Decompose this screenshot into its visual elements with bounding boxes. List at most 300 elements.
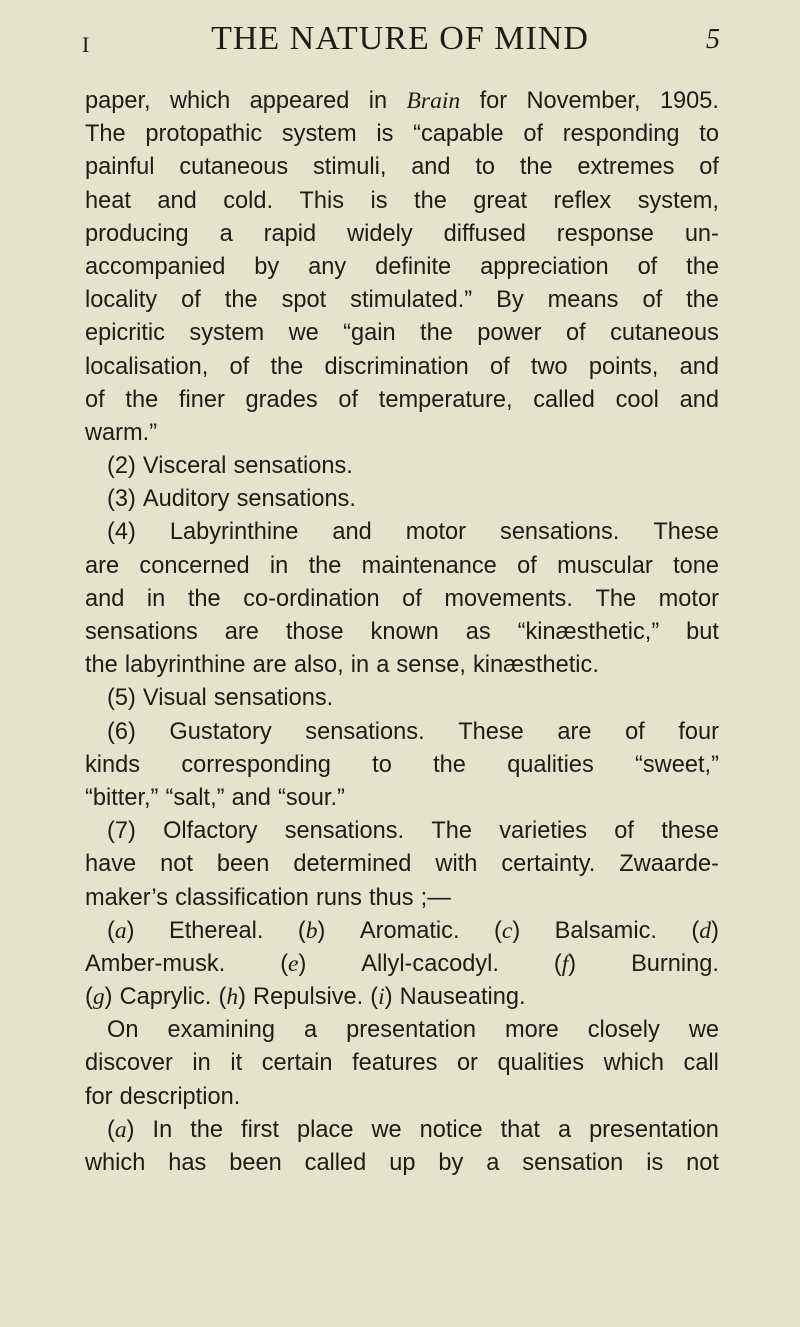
text: in bbox=[192, 1050, 211, 1077]
text: the bbox=[420, 320, 453, 347]
text: we bbox=[371, 1116, 402, 1143]
italic-text: h bbox=[226, 984, 239, 1011]
text: thus bbox=[368, 884, 414, 911]
word bbox=[360, 915, 460, 948]
text: two bbox=[530, 353, 568, 380]
word bbox=[376, 649, 389, 682]
text: “sweet,” bbox=[635, 751, 719, 778]
word bbox=[107, 915, 135, 948]
italic-text: i bbox=[378, 984, 385, 1011]
text: in bbox=[368, 88, 388, 114]
text: notice bbox=[419, 1116, 483, 1143]
word bbox=[145, 118, 262, 151]
text: “bitter,” bbox=[85, 784, 159, 811]
text: Balsamic. bbox=[554, 917, 657, 944]
text: ) bbox=[238, 984, 246, 1011]
word bbox=[220, 218, 233, 251]
word bbox=[686, 251, 719, 284]
word bbox=[595, 583, 636, 616]
word bbox=[225, 284, 258, 317]
text: not bbox=[160, 851, 193, 878]
text: these bbox=[661, 818, 719, 845]
word bbox=[125, 384, 158, 417]
text: a bbox=[557, 1116, 572, 1143]
word bbox=[85, 948, 225, 981]
text: The bbox=[431, 818, 472, 845]
text: called bbox=[533, 386, 595, 413]
word bbox=[85, 417, 157, 450]
italic-text: a bbox=[114, 1116, 127, 1143]
text: Repulsive. bbox=[253, 984, 364, 1011]
text: closely bbox=[587, 1017, 660, 1044]
text: ) bbox=[711, 917, 719, 944]
text: been bbox=[229, 1150, 282, 1176]
word bbox=[285, 815, 404, 848]
word bbox=[660, 85, 719, 118]
text: presentation bbox=[346, 1017, 476, 1044]
word bbox=[241, 1114, 279, 1147]
text: Aromatic. bbox=[359, 917, 460, 944]
word bbox=[400, 981, 526, 1014]
text: of bbox=[637, 253, 658, 280]
text: the bbox=[308, 552, 342, 579]
word bbox=[170, 516, 299, 549]
word bbox=[280, 948, 306, 981]
text: stimulated.” bbox=[350, 287, 473, 314]
word bbox=[324, 351, 468, 384]
word bbox=[466, 616, 491, 649]
text: by bbox=[254, 253, 280, 280]
word bbox=[686, 1147, 719, 1180]
word bbox=[526, 85, 640, 118]
text: to bbox=[372, 751, 392, 778]
text: the bbox=[519, 154, 553, 181]
word bbox=[297, 1114, 353, 1147]
text-line bbox=[85, 583, 719, 616]
italic-text: g bbox=[92, 984, 105, 1011]
word bbox=[480, 251, 609, 284]
word bbox=[369, 882, 414, 915]
text: of bbox=[85, 386, 105, 413]
text-line bbox=[85, 351, 719, 384]
text: Visual bbox=[142, 685, 207, 712]
word bbox=[181, 284, 201, 317]
word bbox=[520, 151, 553, 184]
word bbox=[686, 616, 719, 649]
word bbox=[646, 1147, 663, 1180]
word bbox=[85, 649, 118, 682]
word bbox=[169, 716, 271, 749]
text: the bbox=[190, 1116, 224, 1143]
text-line bbox=[85, 218, 719, 251]
text: epicritic bbox=[85, 320, 165, 347]
word bbox=[420, 1114, 483, 1147]
word bbox=[347, 218, 413, 251]
word bbox=[473, 185, 527, 218]
text: sensations bbox=[85, 619, 198, 645]
text: ) bbox=[104, 984, 113, 1011]
text: are bbox=[557, 718, 592, 745]
word bbox=[563, 118, 680, 151]
text: cool bbox=[615, 386, 659, 413]
text: which bbox=[603, 1050, 664, 1077]
text: sensations. bbox=[284, 818, 405, 845]
body-text bbox=[85, 85, 719, 1180]
word bbox=[189, 317, 264, 350]
text: paper, bbox=[85, 88, 151, 114]
text: determined bbox=[293, 851, 412, 878]
text: ( bbox=[218, 984, 227, 1011]
word bbox=[243, 583, 379, 616]
word bbox=[282, 118, 357, 151]
running-title: THE NATURE OF MIND bbox=[211, 20, 589, 57]
word bbox=[678, 716, 719, 749]
text: more bbox=[504, 1017, 559, 1044]
word bbox=[85, 284, 157, 317]
text: warm.” bbox=[85, 419, 158, 446]
word bbox=[589, 351, 659, 384]
text: are bbox=[252, 652, 287, 679]
word bbox=[85, 550, 119, 583]
text: maker’s bbox=[85, 884, 169, 911]
text: for bbox=[85, 1083, 113, 1110]
text: the bbox=[433, 751, 466, 778]
text: certain bbox=[261, 1050, 333, 1077]
italic-text: b bbox=[305, 917, 318, 944]
text: qualities bbox=[507, 751, 594, 778]
word bbox=[616, 384, 659, 417]
italic-text: Brain bbox=[406, 88, 461, 114]
word bbox=[458, 716, 524, 749]
text: Visceral bbox=[142, 453, 227, 480]
text: is bbox=[376, 121, 394, 148]
word bbox=[619, 848, 719, 881]
word bbox=[309, 550, 342, 583]
text: not bbox=[686, 1150, 719, 1176]
chapter-numeral: I bbox=[82, 32, 90, 57]
word bbox=[548, 284, 619, 317]
word bbox=[522, 1147, 623, 1180]
text: Gustatory bbox=[169, 718, 272, 745]
word bbox=[107, 682, 136, 715]
text: finer bbox=[178, 386, 225, 413]
text: been bbox=[216, 851, 270, 878]
word bbox=[517, 550, 537, 583]
text: of bbox=[614, 818, 634, 845]
text: diffused bbox=[443, 220, 526, 247]
text: those bbox=[285, 619, 344, 645]
text: By bbox=[496, 287, 524, 314]
text: ) bbox=[317, 917, 326, 944]
word bbox=[332, 516, 371, 549]
word bbox=[85, 749, 140, 782]
text: Auditory bbox=[142, 486, 230, 513]
word bbox=[673, 550, 719, 583]
word bbox=[107, 1114, 135, 1147]
text: corresponding bbox=[181, 751, 331, 778]
word bbox=[85, 782, 158, 815]
italic-text: f bbox=[561, 950, 569, 977]
word bbox=[253, 981, 363, 1014]
word bbox=[254, 251, 279, 284]
text: the bbox=[187, 585, 221, 612]
text-line bbox=[85, 384, 719, 417]
word bbox=[475, 151, 495, 184]
text: sensations. bbox=[236, 486, 356, 513]
text: to bbox=[699, 121, 719, 148]
text-line bbox=[85, 981, 719, 1014]
word bbox=[262, 1047, 333, 1080]
text: sensation bbox=[522, 1150, 624, 1176]
word bbox=[350, 284, 472, 317]
text: also, bbox=[293, 652, 344, 679]
word bbox=[107, 716, 136, 749]
text: Burning. bbox=[631, 950, 719, 977]
word bbox=[371, 616, 439, 649]
text: we bbox=[688, 1017, 719, 1044]
word bbox=[497, 1047, 584, 1080]
text: of bbox=[402, 585, 422, 612]
word bbox=[120, 1081, 241, 1114]
word bbox=[85, 384, 105, 417]
text: of bbox=[699, 154, 719, 181]
text: the bbox=[224, 287, 258, 314]
text-line bbox=[85, 882, 719, 915]
text: November, bbox=[526, 88, 641, 114]
word bbox=[614, 815, 634, 848]
text: 1905. bbox=[659, 88, 719, 114]
text: ( bbox=[553, 950, 562, 977]
word bbox=[402, 583, 422, 616]
word bbox=[406, 85, 460, 118]
word bbox=[107, 483, 136, 516]
word bbox=[577, 151, 674, 184]
text: temperature, bbox=[378, 386, 513, 413]
text: the bbox=[414, 187, 447, 214]
text: the bbox=[125, 386, 159, 413]
text: Zwaarde- bbox=[619, 851, 719, 878]
text: The bbox=[595, 585, 637, 612]
word bbox=[85, 317, 165, 350]
text: and bbox=[411, 154, 451, 181]
word bbox=[139, 550, 249, 583]
text: ) bbox=[298, 950, 307, 977]
text: of bbox=[229, 353, 250, 380]
text: classification bbox=[175, 884, 309, 911]
text-line bbox=[85, 417, 719, 450]
word bbox=[250, 85, 350, 118]
text: are bbox=[85, 552, 120, 579]
text-line bbox=[85, 118, 719, 151]
text-line bbox=[85, 948, 719, 981]
text: varieties bbox=[499, 818, 588, 845]
text-line bbox=[85, 317, 719, 350]
word bbox=[270, 351, 303, 384]
word bbox=[217, 848, 270, 881]
word bbox=[181, 749, 331, 782]
word bbox=[653, 516, 719, 549]
text: On bbox=[107, 1017, 139, 1044]
text: stimuli, bbox=[312, 154, 387, 181]
word bbox=[431, 815, 472, 848]
word bbox=[308, 251, 346, 284]
text: ( bbox=[85, 984, 93, 1011]
word bbox=[85, 1047, 173, 1080]
text: widely bbox=[347, 220, 413, 247]
word bbox=[253, 649, 287, 682]
text: The bbox=[85, 121, 126, 148]
word bbox=[234, 450, 353, 483]
word bbox=[414, 185, 447, 218]
text: which bbox=[169, 88, 231, 114]
text: ( bbox=[691, 917, 700, 944]
text-line bbox=[85, 284, 719, 317]
text: rapid bbox=[263, 220, 317, 247]
text: any bbox=[308, 253, 347, 280]
word bbox=[557, 716, 591, 749]
word bbox=[361, 948, 499, 981]
italic-text: a bbox=[114, 917, 127, 944]
text: in bbox=[269, 552, 289, 579]
word bbox=[435, 848, 477, 881]
word bbox=[85, 981, 113, 1014]
text: sensations. bbox=[213, 685, 334, 712]
word bbox=[477, 317, 541, 350]
text: ) bbox=[568, 950, 577, 977]
word bbox=[125, 649, 246, 682]
text: the bbox=[85, 652, 118, 679]
text-line bbox=[85, 716, 719, 749]
word bbox=[305, 1147, 367, 1180]
text: features bbox=[352, 1050, 438, 1077]
word bbox=[160, 848, 193, 881]
text: “salt,” bbox=[165, 784, 225, 811]
text: “sour.” bbox=[278, 784, 345, 811]
text: of bbox=[489, 353, 510, 380]
word bbox=[370, 981, 392, 1014]
word bbox=[680, 384, 719, 417]
word bbox=[343, 317, 395, 350]
word bbox=[169, 915, 263, 948]
text: response bbox=[556, 220, 654, 247]
text: In bbox=[152, 1116, 173, 1143]
text: but bbox=[686, 619, 719, 645]
word bbox=[179, 151, 288, 184]
text: of bbox=[523, 121, 544, 148]
text: Ethereal. bbox=[168, 917, 264, 944]
word bbox=[218, 981, 246, 1014]
text: four bbox=[678, 718, 719, 745]
text: Caprylic. bbox=[119, 984, 212, 1011]
text: a bbox=[486, 1150, 500, 1176]
text: sensations. bbox=[500, 519, 620, 546]
text: (4) bbox=[107, 519, 136, 546]
word bbox=[293, 848, 411, 881]
text: of bbox=[642, 287, 663, 314]
word bbox=[610, 317, 719, 350]
word bbox=[490, 351, 510, 384]
word bbox=[638, 185, 719, 218]
word bbox=[316, 882, 362, 915]
text: or bbox=[456, 1050, 478, 1077]
text: tone bbox=[673, 552, 719, 579]
text-line bbox=[85, 749, 719, 782]
text: un- bbox=[684, 220, 719, 247]
word bbox=[270, 550, 288, 583]
text: a bbox=[304, 1017, 318, 1044]
word bbox=[631, 948, 719, 981]
text: labyrinthine bbox=[124, 652, 246, 679]
text-line bbox=[85, 1147, 719, 1180]
word bbox=[557, 218, 654, 251]
word bbox=[554, 948, 576, 981]
word bbox=[352, 1047, 437, 1080]
word bbox=[153, 1114, 173, 1147]
word bbox=[190, 1114, 223, 1147]
text: known bbox=[370, 619, 439, 645]
text: motor bbox=[405, 519, 467, 546]
word bbox=[298, 915, 326, 948]
text: appeared bbox=[249, 88, 350, 114]
text: protopathic bbox=[145, 121, 263, 148]
word bbox=[85, 882, 168, 915]
text: it bbox=[230, 1050, 243, 1077]
text: localisation, bbox=[85, 353, 209, 380]
word bbox=[313, 151, 386, 184]
text-line bbox=[85, 483, 719, 516]
word bbox=[147, 583, 165, 616]
word bbox=[371, 185, 388, 218]
text: heat bbox=[85, 187, 131, 214]
text: in bbox=[350, 652, 370, 679]
word bbox=[351, 649, 369, 682]
word bbox=[505, 1014, 559, 1047]
word bbox=[346, 1014, 476, 1047]
text: ) bbox=[126, 917, 135, 944]
word bbox=[225, 616, 259, 649]
text-line bbox=[85, 450, 719, 483]
word bbox=[107, 815, 136, 848]
word bbox=[85, 218, 189, 251]
text: co-ordination bbox=[243, 585, 380, 612]
text: spot bbox=[281, 287, 327, 314]
text: accompanied bbox=[85, 253, 226, 280]
word bbox=[689, 1014, 719, 1047]
text: locality bbox=[85, 287, 158, 314]
word bbox=[523, 118, 543, 151]
text: we bbox=[288, 320, 319, 347]
word bbox=[282, 284, 327, 317]
text: are bbox=[224, 619, 259, 645]
text: have bbox=[85, 851, 137, 878]
word bbox=[300, 185, 345, 218]
text-line bbox=[85, 1081, 719, 1114]
word bbox=[457, 1047, 478, 1080]
word bbox=[500, 516, 619, 549]
word bbox=[167, 1014, 275, 1047]
text-line bbox=[85, 1047, 719, 1080]
text: (7) bbox=[107, 818, 136, 845]
word bbox=[558, 1114, 571, 1147]
text: which bbox=[85, 1150, 146, 1176]
text: Labyrinthine bbox=[169, 519, 299, 546]
word bbox=[691, 915, 719, 948]
text: reflex bbox=[553, 187, 612, 214]
word bbox=[230, 351, 250, 384]
text: (2) bbox=[107, 453, 136, 480]
running-header bbox=[0, 20, 800, 80]
text: producing bbox=[85, 220, 189, 247]
